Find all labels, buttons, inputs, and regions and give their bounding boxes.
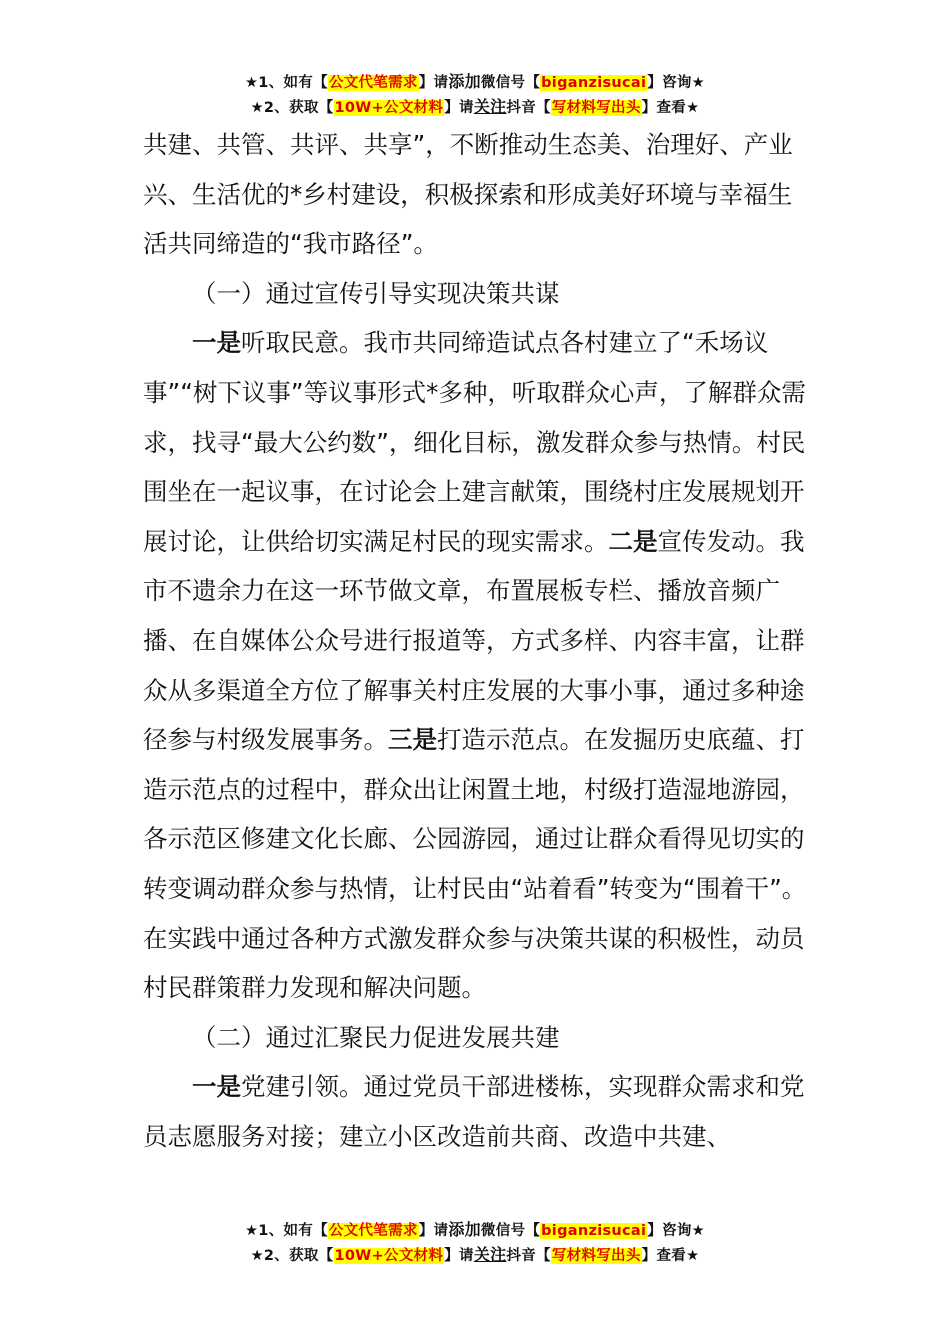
banner-line-2: ★2、获取【10W+公文材料】请关注抖音【写材料写出头】查看★	[250, 97, 700, 116]
section-heading-1: （一）通过宣传引导实现决策共谋	[192, 278, 560, 308]
footer-highlight-douyin: 写材料写出头	[551, 1248, 641, 1264]
footer-banner	[0, 1218, 950, 1268]
paragraph-section-2: 一是党建引领。通过党员干部进楼栋，实现群众需求和党员志愿服务对接；建立小区改造前共商、改造中共建、	[143, 1072, 805, 1151]
highlight-wechat-id: biganzisucai	[541, 75, 647, 91]
highlight-douyin: 写材料写出头	[551, 100, 641, 116]
paragraph-section-1: 一是听取民意。我市共同缔造试点各村建立了“禾场议事”“树下议事”等议事形式*多种，听取群众心声，了解群众需求，找寻“最大公约数”，细化目标，激发群众参与热情。村民围坐在一起议事，在讨论会上建言献策，围绕村庄发展规划开展讨论，让供给切实满足村民的现实需求。二是宣传发动。我市不遗余力在这一环节做文章，布置展板专栏、播放音频广播、在自媒体公众号进行报道等，方式多样、内容丰富，让群众从多渠道全方位了解事关村庄发展的大事小事，通过多种途径参与村级发展事务。三是打造示范点。在发掘历史底蕴、打造示范点的过程中，群众出让闲置土地，村级打造湿地游园，各示范区修建文化长廊、公园游园，通过让群众看得见切实的转变调动群众参与热情，让村民由“站着看”转变为“围着干”。在实践中通过各种方式激发群众参与决策共谋的积极性，动员村民群策群力发现和解决问题。	[143, 328, 807, 1003]
footer-line-2: ★2、获取【10W+公文材料】请关注抖音【写材料写出头】查看★	[250, 1245, 700, 1264]
footer-highlight-wechat-id: biganzisucai	[541, 1223, 647, 1239]
highlight-ghostwriting: 公文代笔需求	[328, 75, 418, 91]
document-body	[143, 120, 813, 1161]
section-heading-2: （二）通过汇聚民力促进发展共建	[192, 1022, 560, 1052]
header-banner	[0, 70, 950, 120]
banner-line-1: ★1、如有【公文代笔需求】请添加微信号【biganzisucai】咨询★	[245, 72, 705, 91]
footer-highlight-ghostwriting: 公文代笔需求	[328, 1223, 418, 1239]
paragraph-intro: 共建、共管、共评、共享”，不断推动生态美、治理好、产业兴、生活优的*乡村建设，积极探索和形成美好环境与幸福生活共同缔造的“我市路径”。	[143, 130, 793, 259]
footer-highlight-materials: 10W+公文材料	[334, 1248, 444, 1264]
highlight-materials: 10W+公文材料	[334, 100, 444, 116]
footer-line-1: ★1、如有【公文代笔需求】请添加微信号【biganzisucai】咨询★	[245, 1220, 705, 1239]
